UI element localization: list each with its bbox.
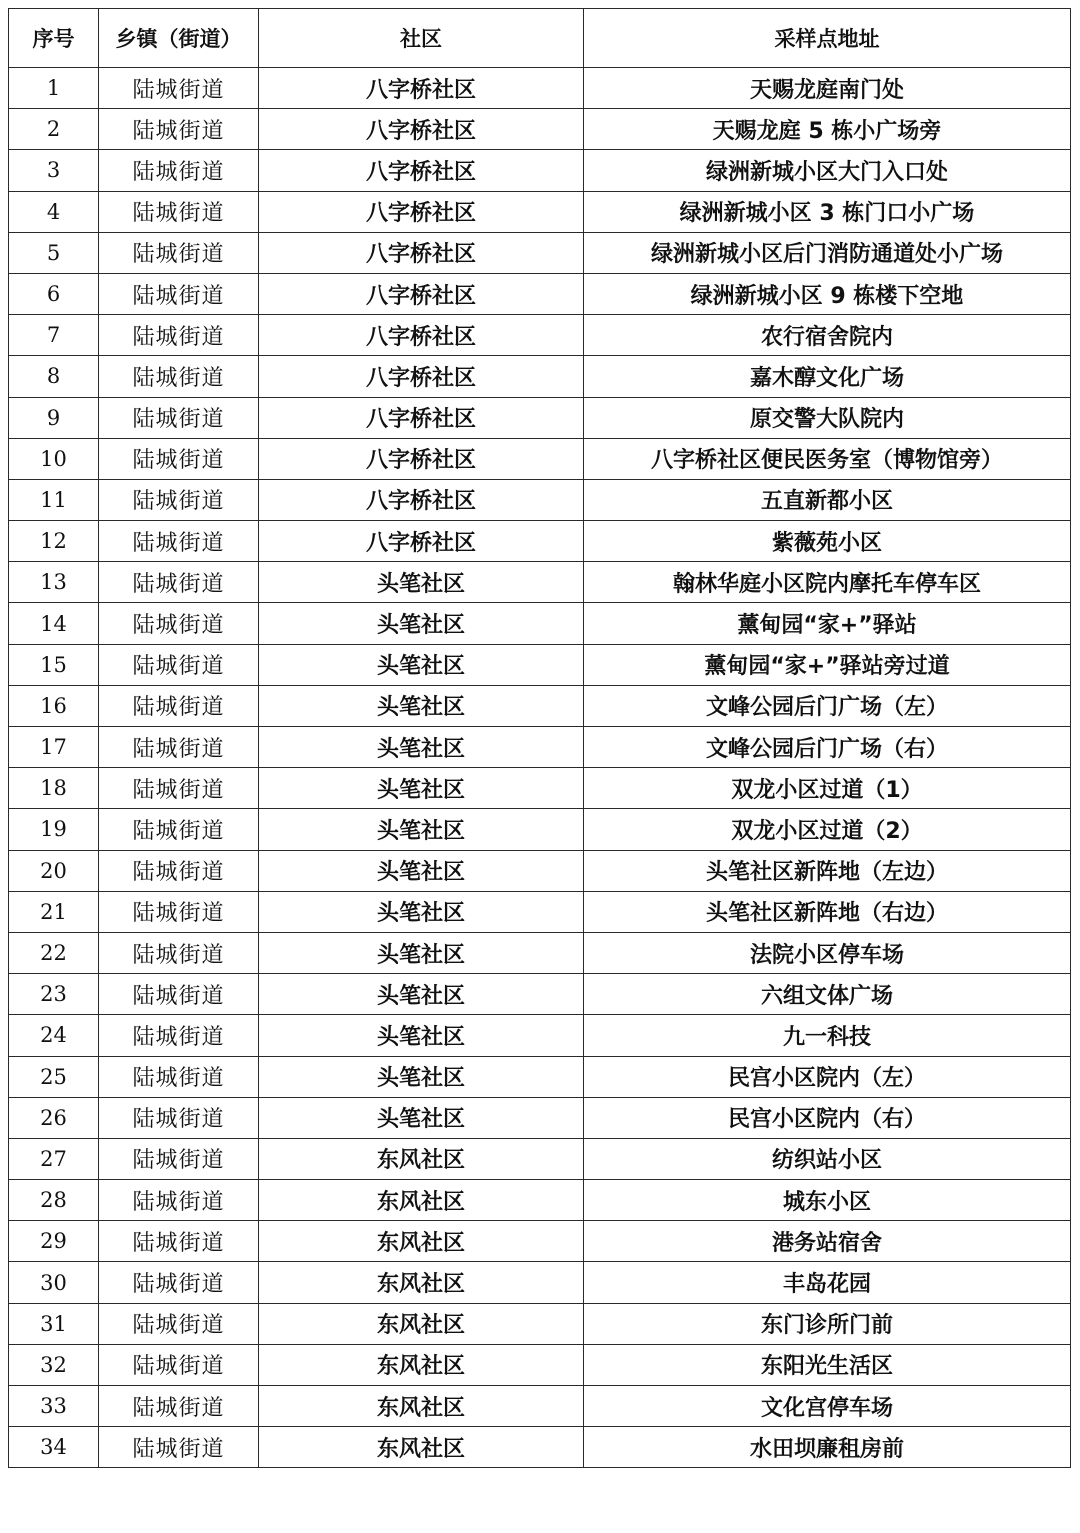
cell-number: 11 (9, 479, 99, 520)
cell-number: 27 (9, 1138, 99, 1179)
cell-number: 32 (9, 1344, 99, 1385)
cell-town: 陆城街道 (99, 521, 259, 562)
table-row (9, 1303, 1071, 1344)
table-row (9, 768, 1071, 809)
cell-number: 18 (9, 768, 99, 809)
table-row (9, 273, 1071, 314)
cell-number: 29 (9, 1221, 99, 1262)
cell-town: 陆城街道 (99, 191, 259, 232)
table-row (9, 232, 1071, 273)
header-address: 采样点地址 (584, 9, 1071, 68)
cell-community: 东风社区 (259, 1138, 584, 1179)
cell-address: 绿洲新城小区后门消防通道处小广场 (584, 232, 1071, 273)
cell-number: 2 (9, 109, 99, 150)
cell-number: 31 (9, 1303, 99, 1344)
cell-number: 7 (9, 315, 99, 356)
header-community: 社区 (259, 9, 584, 68)
cell-number: 20 (9, 850, 99, 891)
table-row (9, 1056, 1071, 1097)
cell-address: 原交警大队院内 (584, 397, 1071, 438)
cell-town: 陆城街道 (99, 356, 259, 397)
cell-number: 1 (9, 68, 99, 109)
cell-number: 16 (9, 685, 99, 726)
cell-address: 薰甸园“家+”驿站旁过道 (584, 644, 1071, 685)
cell-community: 东风社区 (259, 1221, 584, 1262)
cell-address: 文化宫停车场 (584, 1386, 1071, 1427)
cell-number: 12 (9, 521, 99, 562)
cell-number: 21 (9, 891, 99, 932)
cell-town: 陆城街道 (99, 1386, 259, 1427)
cell-community: 八字桥社区 (259, 315, 584, 356)
table-row (9, 479, 1071, 520)
table-row (9, 850, 1071, 891)
cell-town: 陆城街道 (99, 150, 259, 191)
cell-community: 头笔社区 (259, 1097, 584, 1138)
cell-town: 陆城街道 (99, 273, 259, 314)
header-no: 序号 (9, 9, 99, 68)
cell-community: 八字桥社区 (259, 479, 584, 520)
table-row (9, 1138, 1071, 1179)
cell-community: 头笔社区 (259, 974, 584, 1015)
cell-address: 东阳光生活区 (584, 1344, 1071, 1385)
cell-number: 3 (9, 150, 99, 191)
table-row (9, 685, 1071, 726)
cell-town: 陆城街道 (99, 850, 259, 891)
cell-number: 15 (9, 644, 99, 685)
cell-number: 9 (9, 397, 99, 438)
table-header (9, 9, 1071, 68)
table-row (9, 109, 1071, 150)
cell-number: 8 (9, 356, 99, 397)
table-row (9, 1427, 1071, 1468)
cell-number: 30 (9, 1262, 99, 1303)
cell-address: 双龙小区过道（1） (584, 768, 1071, 809)
cell-number: 6 (9, 273, 99, 314)
cell-number: 34 (9, 1427, 99, 1468)
cell-community: 东风社区 (259, 1386, 584, 1427)
cell-town: 陆城街道 (99, 232, 259, 273)
table-row (9, 891, 1071, 932)
table-row (9, 397, 1071, 438)
cell-town: 陆城街道 (99, 1344, 259, 1385)
cell-community: 八字桥社区 (259, 273, 584, 314)
cell-community: 头笔社区 (259, 562, 584, 603)
table-row (9, 68, 1071, 109)
cell-community: 八字桥社区 (259, 356, 584, 397)
cell-number: 23 (9, 974, 99, 1015)
cell-address: 港务站宿舍 (584, 1221, 1071, 1262)
cell-address: 八字桥社区便民医务室（博物馆旁） (584, 438, 1071, 479)
cell-community: 八字桥社区 (259, 521, 584, 562)
cell-address: 天赐龙庭南门处 (584, 68, 1071, 109)
cell-address: 绿洲新城小区 9 栋楼下空地 (584, 273, 1071, 314)
cell-address: 城东小区 (584, 1180, 1071, 1221)
cell-town: 陆城街道 (99, 727, 259, 768)
table-row (9, 644, 1071, 685)
cell-number: 28 (9, 1180, 99, 1221)
cell-address: 纺织站小区 (584, 1138, 1071, 1179)
table-row (9, 191, 1071, 232)
cell-town: 陆城街道 (99, 1262, 259, 1303)
cell-address: 紫薇苑小区 (584, 521, 1071, 562)
cell-community: 头笔社区 (259, 644, 584, 685)
table-row (9, 1097, 1071, 1138)
cell-number: 22 (9, 932, 99, 973)
table-row (9, 315, 1071, 356)
cell-town: 陆城街道 (99, 644, 259, 685)
cell-address: 天赐龙庭 5 栋小广场旁 (584, 109, 1071, 150)
cell-community: 东风社区 (259, 1344, 584, 1385)
table-row (9, 1262, 1071, 1303)
cell-community: 头笔社区 (259, 603, 584, 644)
table-row (9, 438, 1071, 479)
cell-address: 民宫小区院内（左） (584, 1056, 1071, 1097)
table-row (9, 356, 1071, 397)
cell-town: 陆城街道 (99, 479, 259, 520)
cell-number: 13 (9, 562, 99, 603)
cell-community: 八字桥社区 (259, 150, 584, 191)
header-town: 乡镇（街道） (99, 9, 259, 68)
cell-town: 陆城街道 (99, 768, 259, 809)
table-row (9, 932, 1071, 973)
sampling-sites-table (8, 8, 1071, 1468)
cell-community: 头笔社区 (259, 891, 584, 932)
cell-address: 民宫小区院内（右） (584, 1097, 1071, 1138)
cell-community: 头笔社区 (259, 727, 584, 768)
cell-number: 14 (9, 603, 99, 644)
table-row (9, 1344, 1071, 1385)
cell-number: 17 (9, 727, 99, 768)
cell-community: 八字桥社区 (259, 109, 584, 150)
cell-address: 绿洲新城小区 3 栋门口小广场 (584, 191, 1071, 232)
table-row (9, 809, 1071, 850)
cell-town: 陆城街道 (99, 891, 259, 932)
cell-community: 头笔社区 (259, 1015, 584, 1056)
cell-address: 农行宿舍院内 (584, 315, 1071, 356)
cell-community: 头笔社区 (259, 685, 584, 726)
cell-town: 陆城街道 (99, 1015, 259, 1056)
cell-community: 东风社区 (259, 1427, 584, 1468)
table-row (9, 1221, 1071, 1262)
table-row (9, 150, 1071, 191)
table-row (9, 1386, 1071, 1427)
cell-town: 陆城街道 (99, 932, 259, 973)
cell-address: 绿洲新城小区大门入口处 (584, 150, 1071, 191)
cell-number: 19 (9, 809, 99, 850)
table-row (9, 562, 1071, 603)
cell-community: 头笔社区 (259, 1056, 584, 1097)
cell-town: 陆城街道 (99, 1056, 259, 1097)
cell-town: 陆城街道 (99, 1427, 259, 1468)
cell-town: 陆城街道 (99, 562, 259, 603)
cell-town: 陆城街道 (99, 68, 259, 109)
cell-town: 陆城街道 (99, 1097, 259, 1138)
cell-community: 头笔社区 (259, 809, 584, 850)
cell-town: 陆城街道 (99, 974, 259, 1015)
cell-address: 六组文体广场 (584, 974, 1071, 1015)
cell-address: 九一科技 (584, 1015, 1071, 1056)
cell-address: 文峰公园后门广场（右） (584, 727, 1071, 768)
cell-community: 八字桥社区 (259, 397, 584, 438)
cell-town: 陆城街道 (99, 1303, 259, 1344)
cell-town: 陆城街道 (99, 1180, 259, 1221)
table-row (9, 1015, 1071, 1056)
cell-number: 26 (9, 1097, 99, 1138)
cell-address: 薰甸园“家+”驿站 (584, 603, 1071, 644)
cell-number: 24 (9, 1015, 99, 1056)
cell-address: 翰林华庭小区院内摩托车停车区 (584, 562, 1071, 603)
cell-community: 头笔社区 (259, 850, 584, 891)
table-row (9, 727, 1071, 768)
cell-address: 丰岛花园 (584, 1262, 1071, 1303)
table-row (9, 603, 1071, 644)
cell-community: 八字桥社区 (259, 68, 584, 109)
cell-number: 4 (9, 191, 99, 232)
cell-number: 33 (9, 1386, 99, 1427)
cell-community: 东风社区 (259, 1303, 584, 1344)
cell-community: 头笔社区 (259, 768, 584, 809)
table-row (9, 521, 1071, 562)
table-body (9, 68, 1071, 1468)
cell-address: 文峰公园后门广场（左） (584, 685, 1071, 726)
cell-community: 八字桥社区 (259, 191, 584, 232)
cell-community: 东风社区 (259, 1180, 584, 1221)
cell-town: 陆城街道 (99, 315, 259, 356)
cell-address: 东门诊所门前 (584, 1303, 1071, 1344)
cell-town: 陆城街道 (99, 397, 259, 438)
table-row (9, 974, 1071, 1015)
cell-address: 水田坝廉租房前 (584, 1427, 1071, 1468)
cell-number: 5 (9, 232, 99, 273)
cell-community: 头笔社区 (259, 932, 584, 973)
cell-town: 陆城街道 (99, 685, 259, 726)
cell-town: 陆城街道 (99, 1138, 259, 1179)
cell-address: 法院小区停车场 (584, 932, 1071, 973)
header-row (9, 9, 1071, 68)
cell-address: 头笔社区新阵地（右边） (584, 891, 1071, 932)
cell-town: 陆城街道 (99, 809, 259, 850)
cell-address: 双龙小区过道（2） (584, 809, 1071, 850)
cell-town: 陆城街道 (99, 109, 259, 150)
cell-town: 陆城街道 (99, 438, 259, 479)
cell-address: 头笔社区新阵地（左边） (584, 850, 1071, 891)
cell-address: 五直新都小区 (584, 479, 1071, 520)
cell-number: 10 (9, 438, 99, 479)
cell-community: 八字桥社区 (259, 438, 584, 479)
cell-address: 嘉木醇文化广场 (584, 356, 1071, 397)
cell-town: 陆城街道 (99, 1221, 259, 1262)
cell-number: 25 (9, 1056, 99, 1097)
cell-town: 陆城街道 (99, 603, 259, 644)
cell-community: 八字桥社区 (259, 232, 584, 273)
table-row (9, 1180, 1071, 1221)
cell-community: 东风社区 (259, 1262, 584, 1303)
